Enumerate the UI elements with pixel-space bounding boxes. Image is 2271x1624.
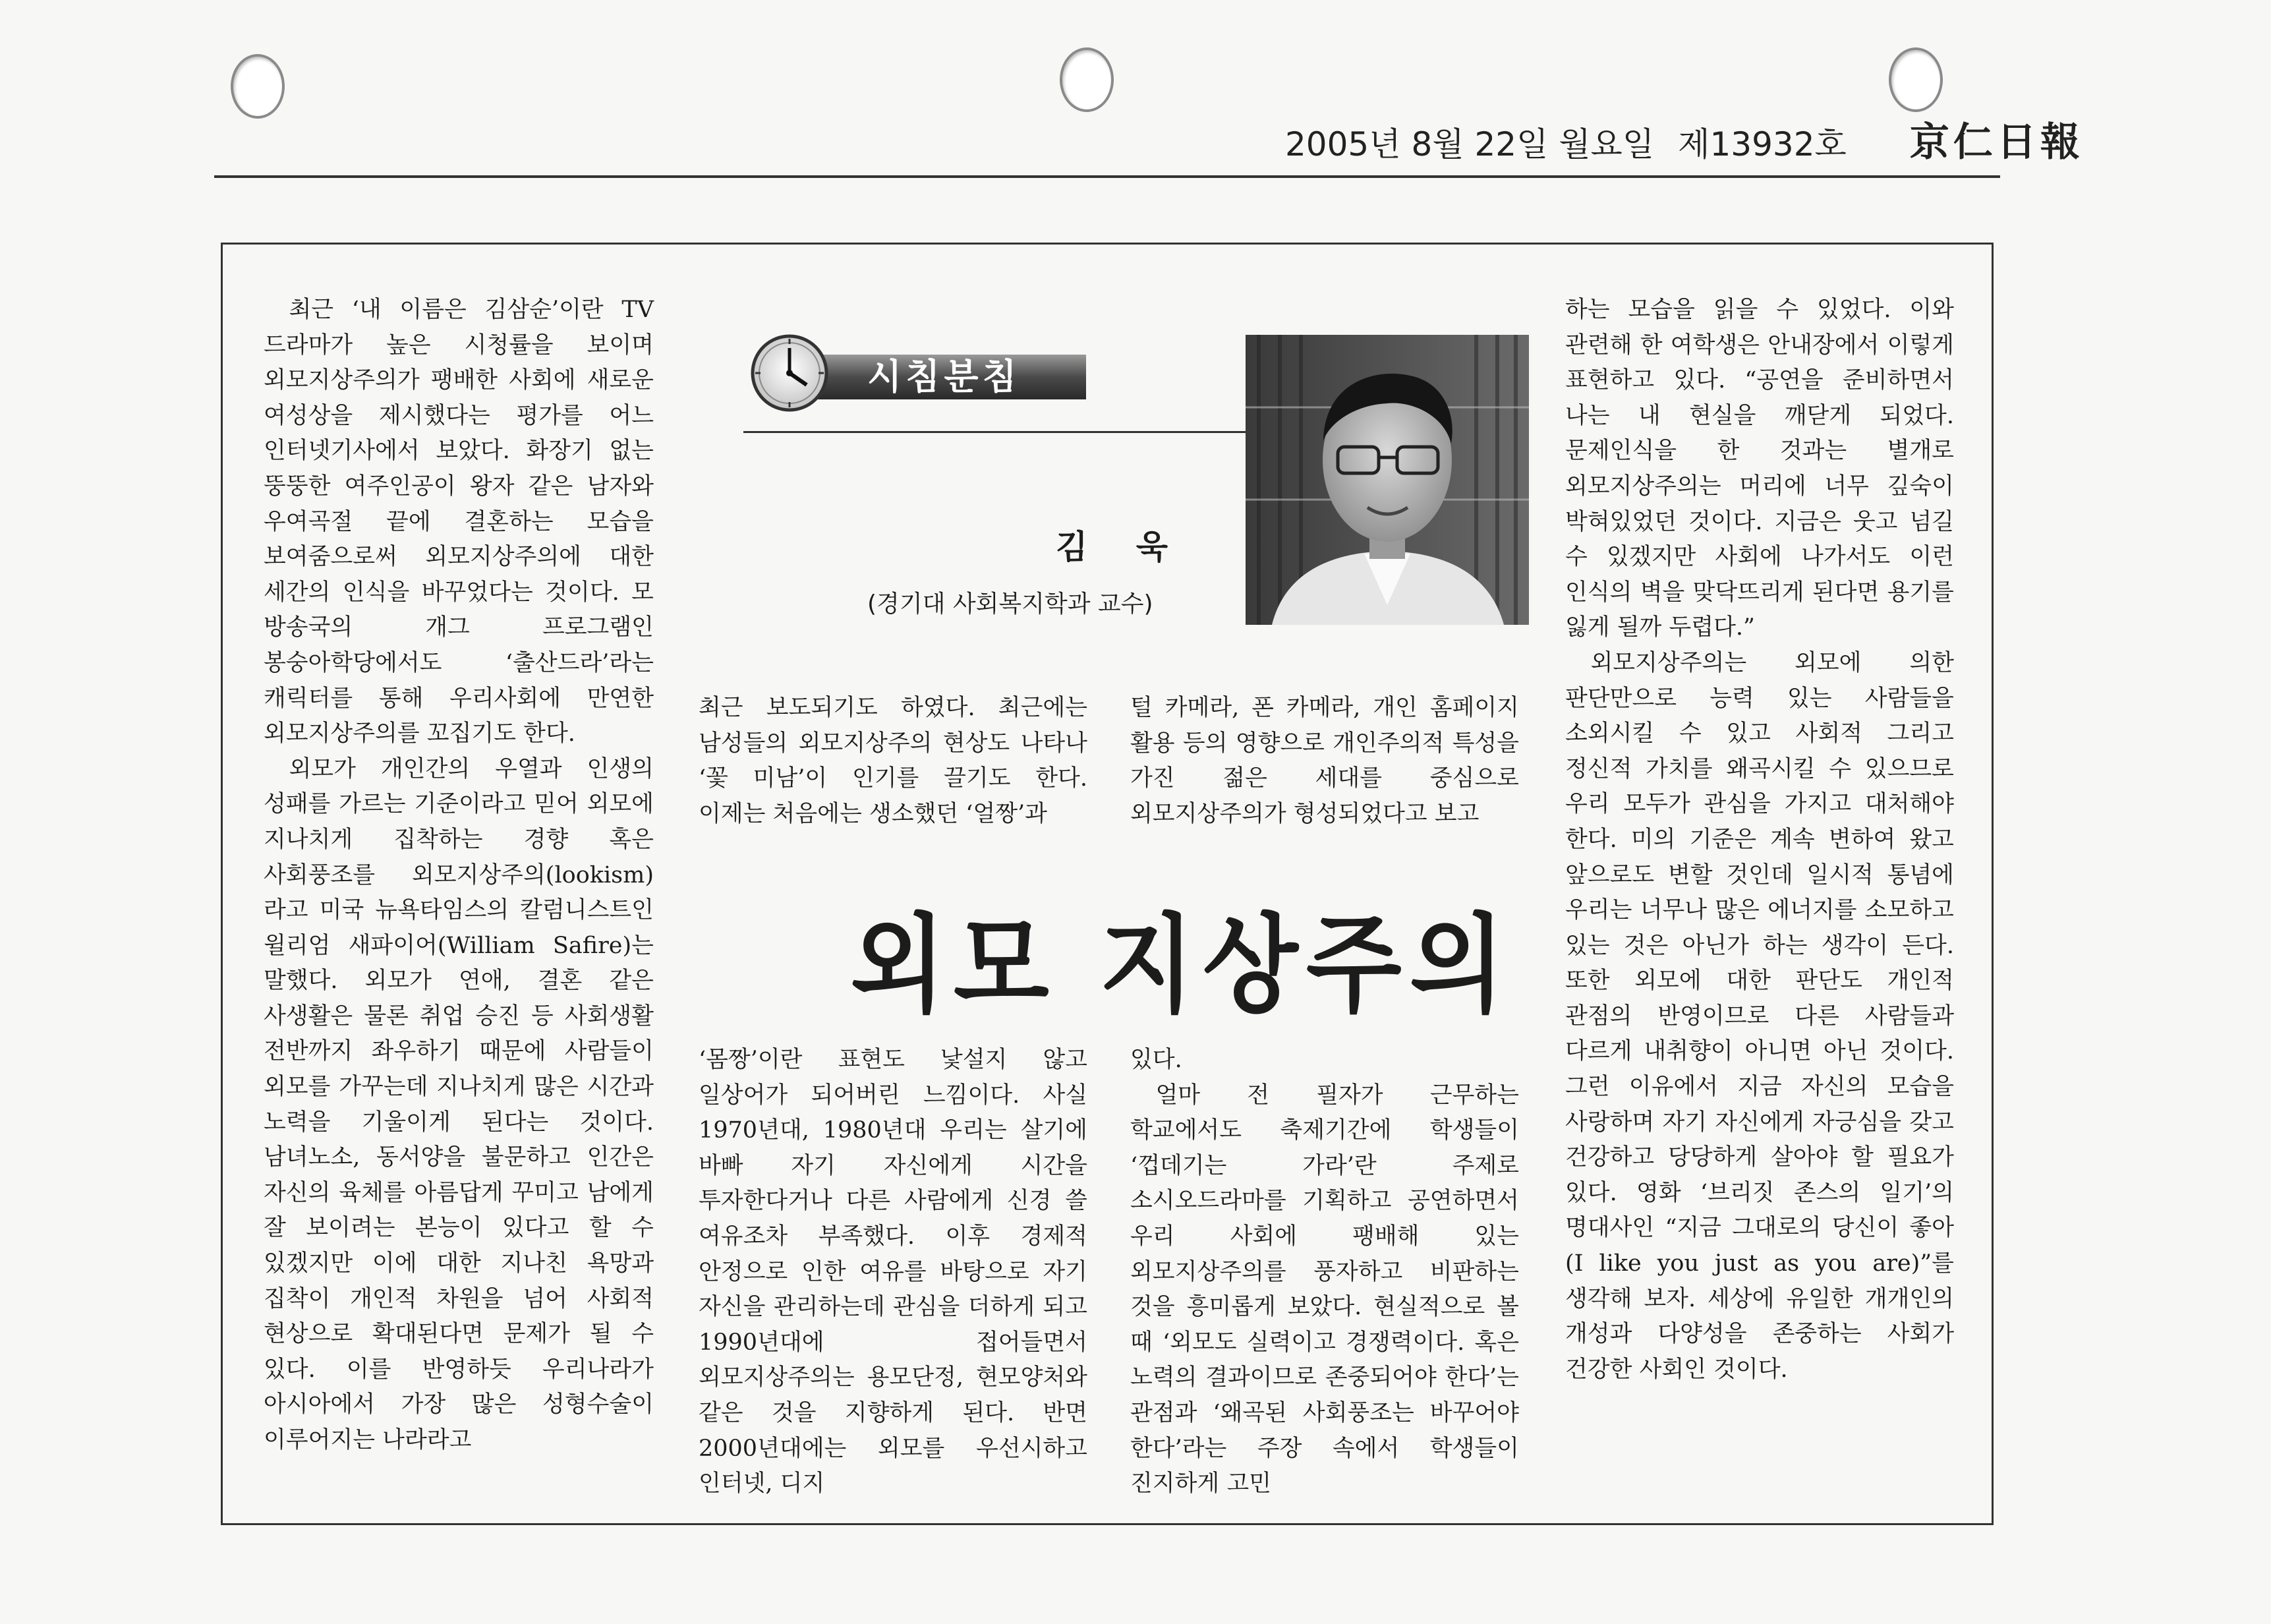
- punch-hole-left: [231, 54, 285, 119]
- article-column-3-top: [1130, 691, 1519, 842]
- author-affiliation: (경기대 사회복지학과 교수): [867, 591, 1153, 618]
- punch-hole-center: [1060, 47, 1114, 112]
- article-column-4: [1565, 293, 1954, 1453]
- masthead-divider: [214, 175, 2000, 178]
- issue-date: 2005년 8월 22일 월요일: [1285, 125, 1655, 163]
- newspaper-name: 京仁日報: [1909, 119, 2084, 165]
- clock-icon: [753, 336, 826, 410]
- paragraph: 있다.: [1130, 1047, 1182, 1073]
- article-column-1: [264, 293, 654, 1472]
- paragraph: 털 카메라, 폰 카메라, 개인 홈페이지 활용 등의 영향으로 개인주의적 특성을 가진 젊은 세대를 중심으로 외모지상주의가 형성되었다고 보고: [1130, 695, 1519, 827]
- author-photo: [1246, 335, 1529, 625]
- paragraph: 얼마 전 필자가 근무하는 학교에서도 축제기간에 학생들이 ‘껍데기는 가라’란 주제로 소시오드라마를 기획하고 공연하면서 우리 사회에 팽배해 있는 외모지상주의를 풍자하고 비판하는 것을 흥미롭게 보았다. 현실적으로 볼 때 ‘외모도 실력이고 경쟁력이다. 혹은 노력의 결과이므로 존중되어야 한다’는 관점과 ‘왜곡된 사회풍조는 바꾸어야 한다’라는 주장 속에서 학생들이 진지하게 고민: [1130, 1082, 1519, 1497]
- paragraph: 하는 모습을 읽을 수 있었다. 이와 관련해 한 여학생은 안내장에서 이렇게 표현하고 있다. “공연을 준비하면서 나는 내 현실을 깨닫게 되었다. 문제인식을 한 것과는 별개로 외모지상주의는 머리에 너무 깊숙이 박혀있었던 것이다. 지금은 웃고 넘길 수 있겠지만 사회에 나가서도 이런 인식의 벽을 맞닥뜨리게 된다면 용기를 잃게 될까 두렵다.”: [1565, 297, 1954, 641]
- headline: 외모 지상주의: [850, 902, 1513, 1028]
- column-logo: [743, 332, 1091, 413]
- masthead: [1285, 111, 2084, 167]
- paragraph: 최근 ‘내 이름은 김삼순’이란 TV 드라마가 높은 시청률을 보이며 외모지상주의가 팽배한 사회에 새로운 여성상을 제시했다는 평가를 어느 인터넷기사에서 보았다. 화장기 없는 뚱뚱한 여주인공이 왕자 같은 남자와 우여곡절 끝에 결혼하는 모습을 보여줌으로써 외모지상주의에 대한 세간의 인식을 바꾸었다는 것이다. 모 방송국의 개그 프로그램인 봉숭아학당에서도 ‘출산드라’라는 캐릭터를 통해 우리사회에 만연한 외모지상주의를 꼬집기도 한다.: [264, 297, 654, 747]
- article-column-3-bottom: [1130, 1043, 1519, 1497]
- paragraph: 외모지상주의는 외모에 의한 판단만으로 능력 있는 사람들을 소외시킬 수 있고 사회적 그리고 정신적 가치를 왜곡시킬 수 있으므로 우리 모두가 관심을 가지고 대처해야 한다. 미의 기준은 계속 변하여 왔고 앞으로도 변할 것인데 일시적 통념에 우리는 너무나 많은 에너지를 소모하고 있는 것은 아닌가 하는 생각이 든다. 또한 외모에 대한 판단도 개인적 관점의 반영이므로 다른 사람들과 다르게 내취향이 아니면 아닌 것이다. 그런 이유에서 지금 자신의 모습을 사랑하며 자기 자신에게 자긍심을 갖고 건강하고 당당하게 살아야 할 필요가 있다. 영화 ‘브리짓 존스의 일기’의 명대사인 “지금 그대로의 당신이 좋아(I like you just as you are)”를 생각해 보자. 세상에 유일한 개개인의 개성과 다양성을 존중하는 사회가 건강한 사회인 것이다.: [1565, 649, 1954, 1383]
- punch-hole-right: [1889, 47, 1943, 112]
- paragraph: 최근 보도되기도 하였다. 최근에는 남성들의 외모지상주의 현상도 나타나 ‘꽃 미남’이 인기를 끌기도 한다. 이제는 처음에는 생소했던 ‘얼짱’과: [699, 695, 1087, 827]
- author-name: 김 욱: [1056, 528, 1187, 566]
- column-title: 시침분침: [867, 356, 1021, 397]
- logo-divider: [743, 431, 1246, 433]
- issue-number: 제13932호: [1678, 125, 1847, 163]
- article-column-2-top: [699, 691, 1087, 842]
- paragraph: 외모가 개인간의 우열과 인생의 성패를 가르는 기준이라고 믿어 외모에 지나치게 집착하는 경향 혹은 사회풍조를 외모지상주의(lookism)라고 미국 뉴욕타임스의 칼럼니스트인 윌리엄 새파이어(William Safire)는 말했다. 외모가 연애, 결혼 같은 사생활은 물론 취업 승진 등 사회생활 전반까지 좌우하기 때문에 사람들이 외모를 가꾸는데 지나치게 많은 시간과 노력을 기울이게 된다는 것이다. 남녀노소, 동서양을 불문하고 인간은 자신의 육체를 아름답게 꾸미고 남에게 잘 보이려는 본능이 있다고 할 수 있겠지만 이에 대한 지나친 욕망과 집착이 개인적 차원을 넘어 사회적 현상으로 확대된다면 문제가 될 수 있다. 이를 반영하듯 우리나라가 아시아에서 가장 많은 성형수술이 이루어지는 나라라고: [264, 755, 654, 1453]
- article-column-2-bottom: [699, 1043, 1087, 1497]
- paragraph: ‘몸짱’이란 표현도 낯설지 않고 일상어가 되어버린 느낌이다. 사실 1970년대, 1980년대 우리는 살기에 바빠 자기 자신에게 시간을 투자한다거나 다른 사람에게 신경 쓸 여유조차 부족했다. 이후 경제적 안정으로 인한 여유를 바탕으로 자기 자신을 관리하는데 관심을 더하게 되고 1990년대에 접어들면서 외모지상주의는 용모단정, 현모양처와 같은 것을 지향하게 된다. 반면 2000년대에는 외모를 우선시하고 인터넷, 디지: [699, 1047, 1087, 1497]
